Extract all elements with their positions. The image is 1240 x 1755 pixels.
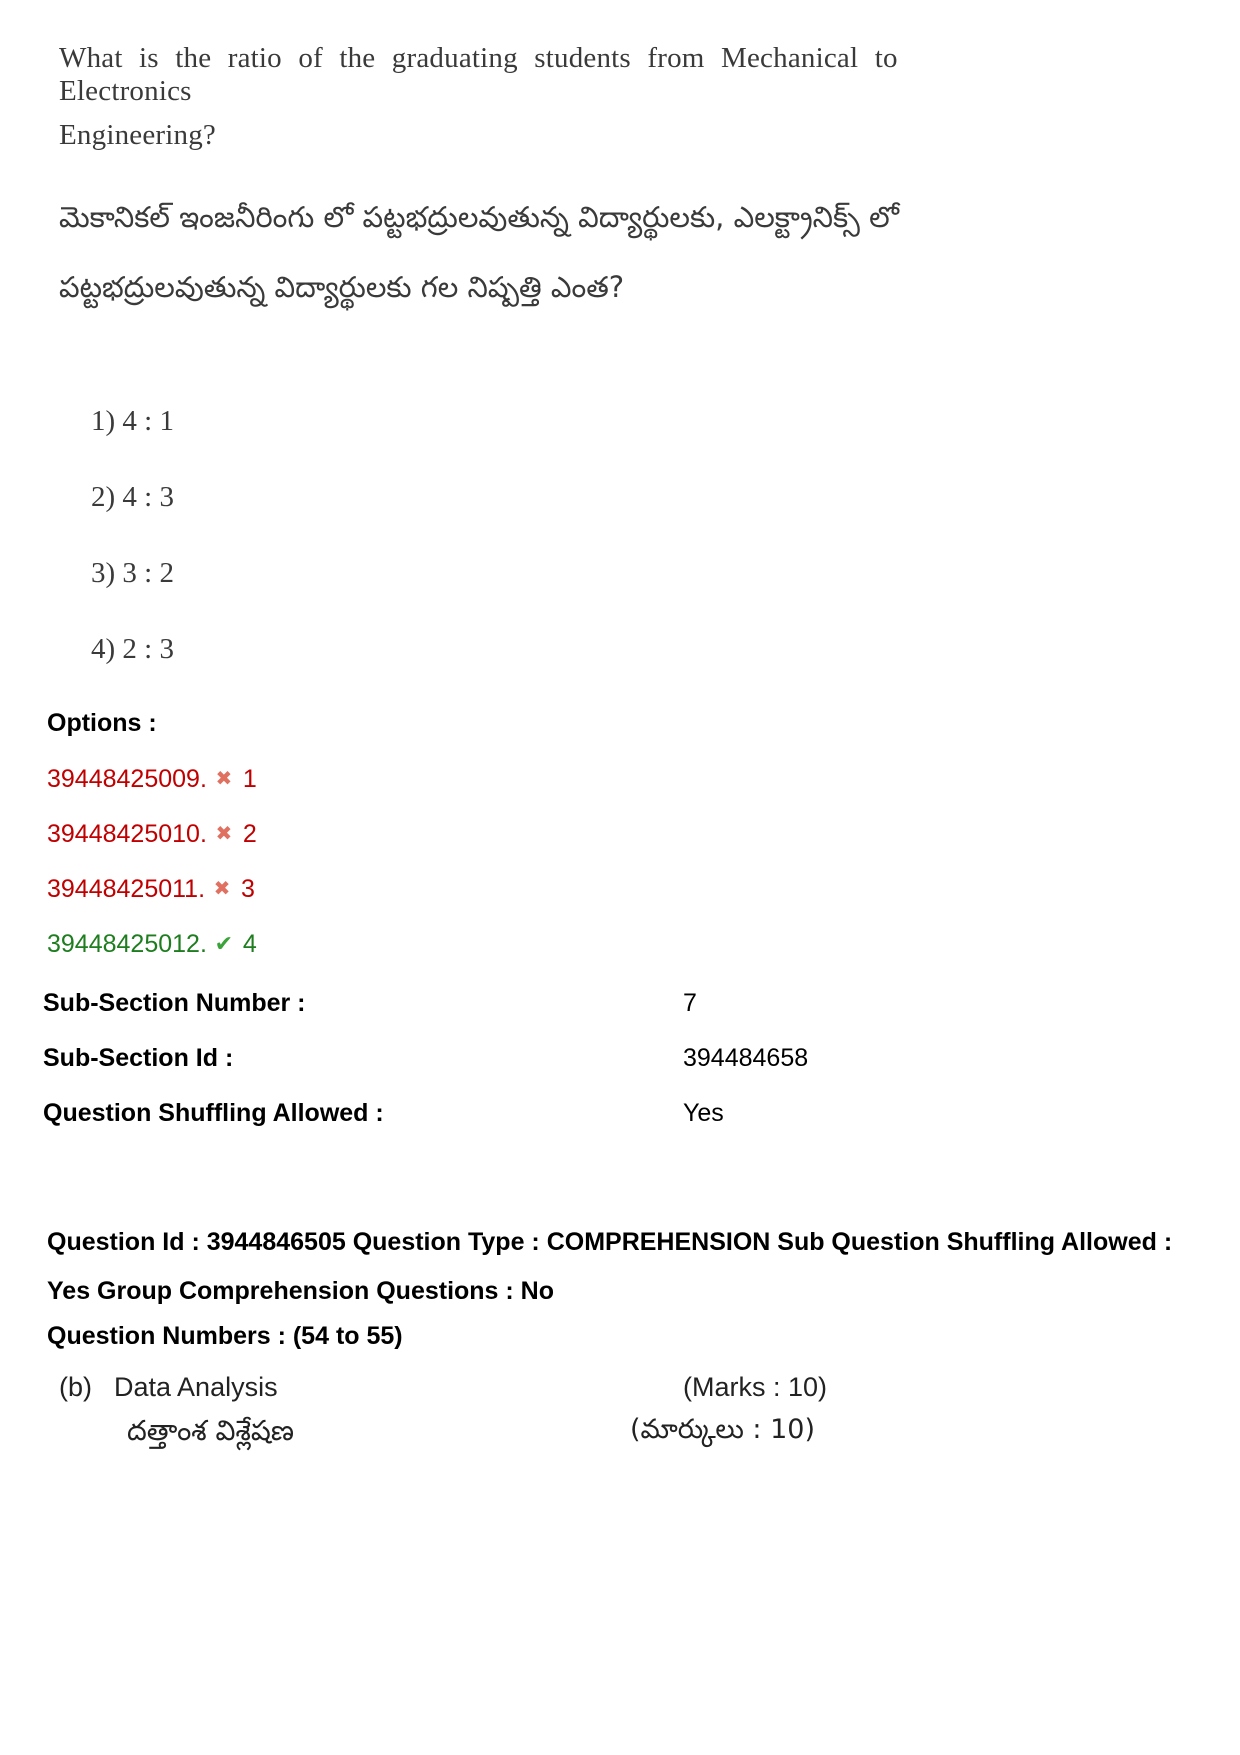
option-value: 1 xyxy=(242,765,257,793)
option-item xyxy=(47,819,257,874)
question-shuffling-value: Yes xyxy=(683,1099,724,1127)
subsection-id-label: Sub-Section Id : xyxy=(43,1044,234,1072)
subsection-number-row xyxy=(43,988,1193,1043)
subsection-id-value: 394484658 xyxy=(683,1044,809,1072)
question-text-english: What is the ratio of the graduating students from Mechanical to Electronics xyxy=(59,42,898,107)
option-value: 2 xyxy=(242,820,257,848)
answer-choice: 4) 2 : 3 xyxy=(91,633,174,665)
options-list xyxy=(47,764,257,984)
question-text-english-continued: Engineering? xyxy=(59,119,217,151)
answer-choices xyxy=(91,405,174,709)
option-item xyxy=(47,874,257,929)
section-marks-telugu: (మార్కులు : 10) xyxy=(630,1414,815,1445)
answer-choice: 3) 3 : 2 xyxy=(91,557,174,589)
subsection-details xyxy=(43,988,1193,1153)
question-info-line: Question Id : 3944846505 Question Type : COMPREHENSION Sub Question Shuffling Allowed : xyxy=(47,1228,1173,1256)
cross-icon: ✖ xyxy=(215,768,233,790)
option-id: 39448425011. xyxy=(47,875,206,903)
cross-icon: ✖ xyxy=(215,823,233,845)
section-title: Data Analysis xyxy=(114,1372,278,1402)
section-title-telugu: దత్తాంశ విశ్లేషణ xyxy=(127,1414,294,1447)
cross-icon: ✖ xyxy=(213,878,231,900)
answer-choice: 2) 4 : 3 xyxy=(91,481,174,513)
option-item-correct xyxy=(47,929,257,984)
option-value: 4 xyxy=(242,930,257,958)
option-id: 39448425009. xyxy=(47,765,207,793)
section-marks: (Marks : 10) xyxy=(683,1372,828,1402)
option-item xyxy=(47,764,257,819)
check-icon: ✔ xyxy=(214,931,234,956)
section-letter: (b) xyxy=(59,1372,92,1402)
option-id: 39448425012. xyxy=(47,930,207,958)
subsection-number-value: 7 xyxy=(683,989,697,1017)
subsection-id-row xyxy=(43,1043,1193,1098)
answer-choice: 1) 4 : 1 xyxy=(91,405,174,437)
question-shuffling-label: Question Shuffling Allowed : xyxy=(43,1099,384,1127)
option-id: 39448425010. xyxy=(47,820,207,848)
question-shuffling-row xyxy=(43,1098,1193,1153)
question-text-telugu: మెకానికల్ ఇంజనీరింగు లో పట్టభద్రులవుతున్న విద్యార్థులకు, ఎలక్ట్రానిక్స్ లో xyxy=(59,200,899,234)
question-info xyxy=(47,1218,1207,1316)
question-numbers: Question Numbers : (54 to 55) xyxy=(47,1322,403,1350)
options-heading: Options : xyxy=(47,709,157,737)
question-info-line: Yes Group Comprehension Questions : No xyxy=(47,1277,555,1305)
question-text-telugu-continued: పట్టభద్రులవుతున్న విద్యార్థులకు గల నిష్పత్తి ఎంత? xyxy=(59,270,625,304)
option-value: 3 xyxy=(241,875,255,903)
subsection-number-label: Sub-Section Number : xyxy=(43,989,306,1017)
